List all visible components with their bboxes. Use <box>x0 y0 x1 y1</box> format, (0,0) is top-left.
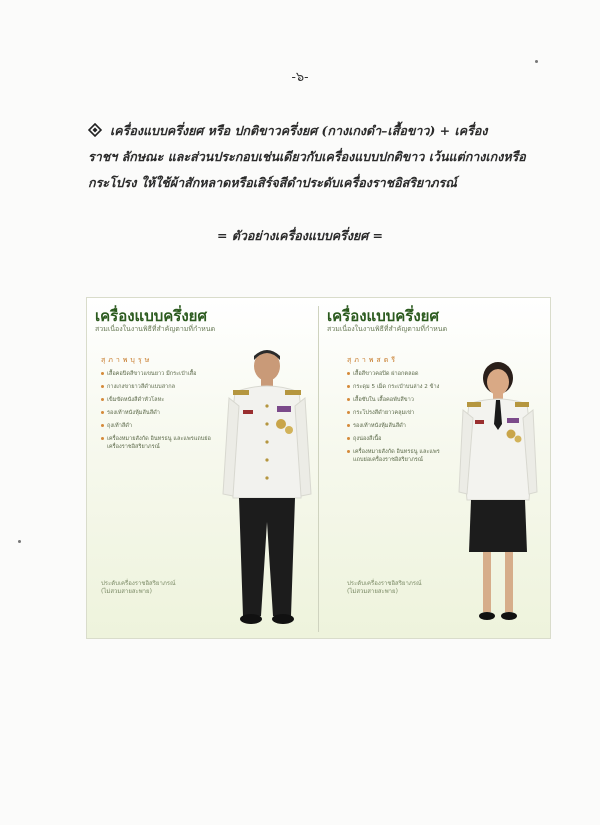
diamond-bullet-icon <box>88 123 102 137</box>
men-uniform-panel <box>87 298 318 638</box>
list-item: เครื่องหมายสังกัด อินทรธนู และแพรแถบย่อเครื่องราชอิสริยาภรณ์ <box>347 448 447 464</box>
scan-speck <box>18 540 21 543</box>
uniform-item-list <box>347 370 447 469</box>
woman-in-uniform-photo <box>453 360 543 630</box>
footnote-line: (ไม่สวมสายสะพาย) <box>347 588 398 595</box>
list-item: ถุงน่องสีเนื้อ <box>347 435 447 443</box>
list-item: ถุงเท้าสีดำ <box>101 422 215 430</box>
list-item: กางเกงขายาวสีดำแบบสากล <box>101 383 215 391</box>
paragraph-line-1: เครื่องแบบครึ่งยศ หรือ ปกติขาวครึ่งยศ (กางเกงดำ–เสื้อขาว) + เครื่อง <box>110 123 488 138</box>
page-number: -๖- <box>291 70 309 85</box>
footnote-line: ประดับเครื่องราชอิสริยาภรณ์ <box>347 580 422 587</box>
footnote-line: (ไม่สวมสายสะพาย) <box>101 588 152 595</box>
uniform-item-list <box>101 370 215 456</box>
example-subtitle: = ตัวอย่างเครื่องแบบครึ่งยศ = <box>216 228 384 243</box>
panel-category: สุภาพสตรี <box>347 356 399 364</box>
paragraph-line-3: กระโปรง ให้ใช้ผ้าสักหลาดหรือเสิร์จสีดำประดับเครื่องราชอิสริยาภรณ์ <box>88 175 457 190</box>
list-item: รองเท้าหนังหุ้มส้นสีดำ <box>347 422 447 430</box>
uniform-example-figure <box>86 297 551 639</box>
panel-title: เครื่องแบบครึ่งยศ <box>95 307 207 325</box>
list-item: เสื้อสีขาวคอปิด ผ่าอกตลอด <box>347 370 447 378</box>
panel-subtitle: สวมเนื่องในงานพิธีที่สำคัญตามที่กำหนด <box>95 325 216 333</box>
panel-footnote <box>101 580 176 596</box>
list-item: เสื้อคอปิดสีขาวแขนยาว มีกระเป๋าเสื้อ <box>101 370 215 378</box>
women-uniform-panel <box>319 298 550 638</box>
panel-footnote <box>347 580 422 596</box>
panel-category: สุภาพบุรุษ <box>101 356 153 364</box>
footnote-line: ประดับเครื่องราชอิสริยาภรณ์ <box>101 580 176 587</box>
description-paragraph <box>88 118 528 196</box>
list-item: กระดุม 5 เม็ด กระเป๋าบนล่าง 2 ข้าง <box>347 383 447 391</box>
panel-subtitle: สวมเนื่องในงานพิธีที่สำคัญตามที่กำหนด <box>327 325 448 333</box>
scan-speck <box>535 60 538 63</box>
man-in-uniform-photo <box>217 346 317 634</box>
list-item: กระโปรงสีดำยาวคลุมเข่า <box>347 409 447 417</box>
paragraph-line-2: ราชฯ ลักษณะ และส่วนประกอบเช่นเดียวกับเครื่องแบบปกติขาว เว้นแต่กางเกงหรือ <box>88 149 526 164</box>
list-item: รองเท้าหนังหุ้มส้นสีดำ <box>101 409 215 417</box>
list-item: เครื่องหมายสังกัด อินทรธนู และแพรแถบย่อเครื่องราชอิสริยาภรณ์ <box>101 435 215 451</box>
list-item: เข็มขัดหนังสีดำหัวโลหะ <box>101 396 215 404</box>
panel-title: เครื่องแบบครึ่งยศ <box>327 307 439 325</box>
list-item: เสื้อซับใน เสื้อคอพับสีขาว <box>347 396 447 404</box>
